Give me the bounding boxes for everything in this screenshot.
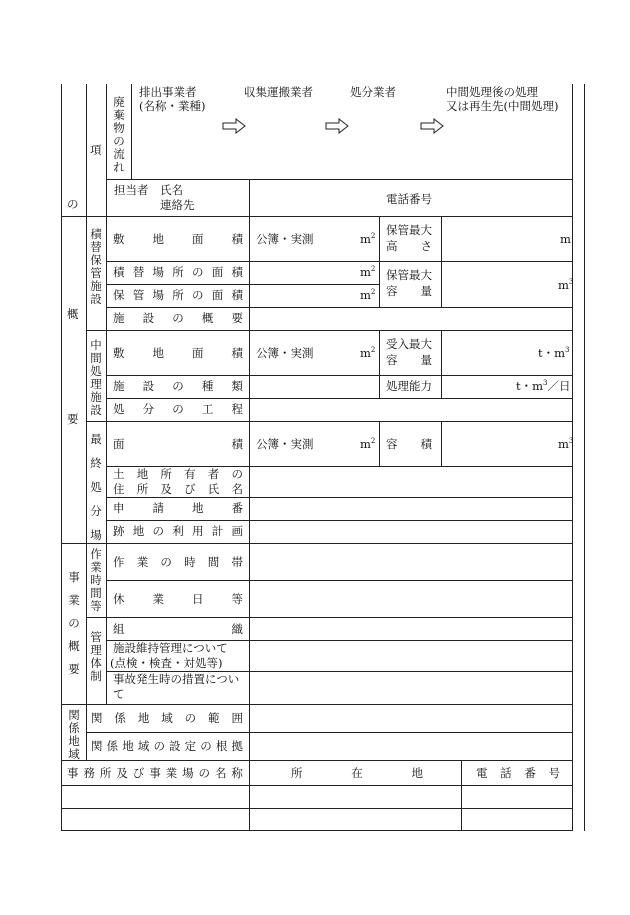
saishu-youseki: 容 積 — [386, 437, 432, 451]
tsumikae-hokan-saidai-2: 保管最大 — [386, 268, 432, 282]
flow-chukan-go: 中間処理後の処理 — [446, 85, 538, 99]
tsumikae-youryou: 容 量 — [386, 284, 432, 298]
shisetsu-gaiyou: 施 設 の 概 要 — [113, 311, 243, 325]
tantou-contact: 連絡先 — [160, 198, 195, 212]
saishu-m2: $m^2$ — [360, 437, 376, 451]
arrow-right-icon — [420, 118, 444, 134]
chukan-koutei: 処 分 の 工 程 — [113, 402, 243, 416]
footer-meishou: 事 務 所 及 び 事 業 場 の 名 称 — [67, 766, 243, 780]
saishu-chiban: 申 請 地 番 — [113, 501, 243, 515]
label-chukan: 中間処理施設 — [90, 338, 102, 417]
sagyou-jikantai: 作 業 の 時 間 帯 — [113, 555, 243, 569]
arrow-right-icon — [222, 118, 246, 134]
chukan-shurui: 施 設 の 種 類 — [113, 379, 243, 393]
label-gaiyou: 概 — [67, 307, 79, 321]
sagyou-kyugyoubi: 休 業 日 等 — [113, 592, 243, 606]
kankei-konkyo: 関 係 地 域 の 設 定 の 根 拠 — [91, 739, 243, 753]
tsumikae-m2-c: $m^2$ — [360, 288, 376, 302]
flow-shushu: 収集運搬業者 — [244, 85, 313, 99]
flow-haishutsu: 排出事業者 — [139, 85, 197, 99]
label-kanri: 管理体制 — [90, 630, 102, 683]
tsumikae-basho: 積 替 場 所 の 面 積 — [113, 265, 243, 279]
label-haikibutsu: 廃棄物の流れ — [113, 95, 125, 174]
kanri-iji-a: 施設維持管理について — [113, 641, 228, 655]
tel-label: 電話番号 — [386, 192, 432, 206]
tsumikae-takasa: 高 さ — [386, 239, 432, 253]
saishu-m3: $m^3$ — [558, 437, 574, 451]
chukan-t-m3: t・$m^3$ — [538, 346, 570, 360]
tsumikae-kobo: 公簿・実測 — [256, 232, 314, 246]
chukan-kobo: 公簿・実測 — [256, 346, 314, 360]
saishu-tochi-b: 住 所 及 び 氏 名 — [113, 482, 243, 496]
kanri-jiko-b: て — [113, 687, 125, 701]
chukan-shikichi: 敷 地 面 積 — [113, 346, 243, 360]
kanri-jiko-a: 事故発生時の措置につい — [113, 672, 240, 686]
label-you: 要 — [67, 412, 79, 426]
saishu-tochi-a: 土 地 所 有 者 の — [113, 467, 243, 481]
chukan-youryou: 容 量 — [386, 353, 432, 367]
label-sagyou: 作業時間等 — [90, 547, 102, 613]
kankei-hani: 関 係 地 域 の 範 囲 — [91, 711, 243, 725]
footer-denwa: 電 話 番 号 — [476, 766, 560, 780]
label-saishu: 最終処分場 — [90, 432, 102, 542]
flow-haishutsu-sub: (名称・業種) — [139, 99, 206, 113]
label-tsumikae: 積替保管施設 — [90, 227, 102, 306]
tsumikae-m2-a: $m^2$ — [360, 232, 376, 246]
label-kankei-chiiki: 関係地域 — [68, 708, 80, 761]
flow-saisei: 又は再生先(中間処理) — [446, 99, 559, 113]
tsumikae-m2-b: $m^2$ — [360, 265, 376, 279]
label-jigyou-no-gaiyou: 事業の概要 — [68, 570, 80, 676]
hokan-basho: 保 管 場 所 の 面 積 — [113, 288, 243, 302]
tsumikae-hokan-saidai: 保管最大 — [386, 223, 432, 237]
saishu-kobo: 公簿・実測 — [256, 437, 314, 451]
tantou-name: 担当者 氏名 — [114, 183, 183, 197]
chukan-ukeire: 受入最大 — [386, 337, 432, 351]
kanri-soshiki: 組 織 — [113, 622, 243, 636]
chukan-nouryoku: 処理能力 — [386, 379, 432, 393]
tsumikae-m3: $m^3$ — [558, 278, 574, 292]
label-no: の — [67, 197, 79, 211]
label-kou: 項 — [90, 143, 102, 157]
kanri-iji-b: (点検・検査・対処等) — [110, 656, 223, 670]
tsumikae-m: m — [560, 232, 571, 246]
chukan-m2: $m^2$ — [360, 346, 376, 360]
footer-shozaichi: 所 在 地 — [291, 766, 423, 780]
arrow-right-icon — [325, 118, 349, 134]
saishu-atochi: 跡 地 の 利 用 計 画 — [113, 524, 243, 538]
chukan-t-m3-day: t・$m^3/$日 — [516, 379, 571, 393]
flow-shobun: 処分業者 — [350, 85, 396, 99]
tsumikae-shikichi: 敷 地 面 積 — [113, 232, 243, 246]
saishu-menseki: 面 積 — [113, 437, 243, 451]
